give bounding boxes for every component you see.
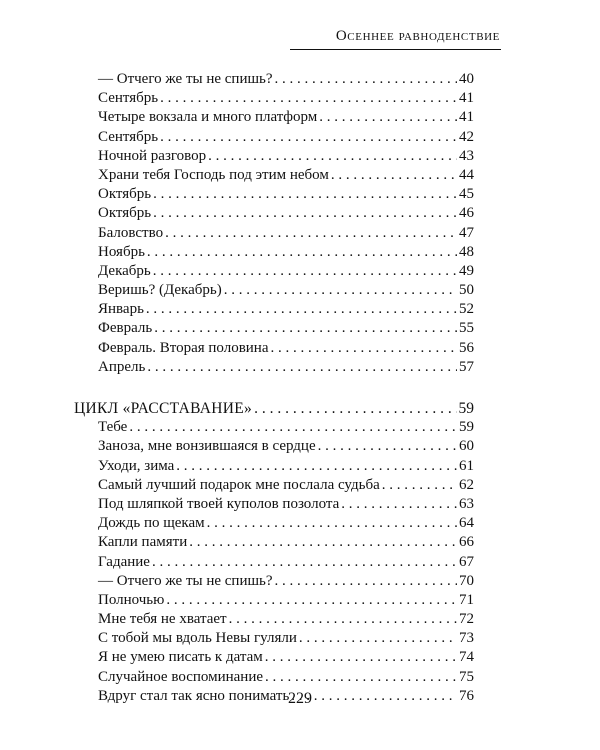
entry-title: Уходи, зима — [98, 457, 175, 474]
toc-entry — [98, 668, 474, 687]
toc-section-heading — [74, 399, 474, 418]
entry-page: 49 — [459, 262, 474, 279]
entry-page: 41 — [459, 109, 474, 126]
leader-dots — [189, 533, 457, 552]
leader-dots — [147, 243, 457, 262]
toc-entry — [98, 243, 474, 262]
entry-page: 42 — [459, 128, 474, 145]
entry-page: 48 — [459, 243, 474, 260]
toc-entry — [98, 553, 474, 572]
leader-dots — [165, 224, 457, 243]
entry-page: 67 — [459, 553, 474, 570]
entry-title: Январь — [98, 301, 144, 318]
toc-entry — [98, 300, 474, 319]
toc-entry — [98, 147, 474, 166]
leader-dots — [331, 166, 457, 185]
entry-page: 46 — [459, 205, 474, 222]
leader-dots — [299, 629, 457, 648]
leader-dots — [271, 339, 458, 358]
section-title: ЦИКЛ «РАССТАВАНИЕ» — [74, 400, 253, 417]
leader-dots — [153, 204, 457, 223]
entry-title: Дождь по щекам — [98, 515, 205, 532]
toc-entry — [98, 358, 474, 377]
entry-title: Тебе — [98, 419, 128, 436]
entry-title: Храни тебя Господь под этим небом — [98, 166, 329, 183]
leader-dots — [382, 476, 457, 495]
entry-title: Ночной разговор — [98, 147, 207, 164]
entry-title: Октябрь — [98, 205, 152, 222]
entry-page: 76 — [459, 687, 474, 704]
leader-dots — [146, 300, 457, 319]
leader-dots — [318, 437, 457, 456]
entry-title: Ноябрь — [98, 243, 145, 260]
toc-entry — [98, 339, 474, 358]
toc-entries-after — [98, 418, 474, 706]
toc-entry — [98, 591, 474, 610]
entry-title: Февраль. Вторая половина — [98, 339, 269, 356]
entry-page: 45 — [459, 186, 474, 203]
section-spacer — [98, 377, 474, 399]
toc-entry — [98, 514, 474, 533]
toc-entry — [98, 476, 474, 495]
leader-dots — [153, 185, 457, 204]
entry-page: 57 — [459, 358, 474, 375]
toc-entry — [98, 108, 474, 127]
leader-dots — [207, 514, 457, 533]
entry-title: Сентябрь — [98, 128, 159, 145]
leader-dots — [229, 610, 457, 629]
entry-title: Капли памяти — [98, 534, 188, 551]
toc-entry — [98, 224, 474, 243]
toc-entries-before — [98, 70, 474, 377]
toc-entry — [98, 533, 474, 552]
entry-title: Под шляпкой твоей куполов позолота — [98, 495, 340, 512]
entry-title: Сентябрь — [98, 90, 159, 107]
entry-page: 72 — [459, 611, 474, 628]
entry-title: Мне тебя не хватает — [98, 611, 227, 628]
entry-page: 41 — [459, 90, 474, 107]
leader-dots — [224, 281, 457, 300]
entry-title: Четыре вокзала и много платформ — [98, 109, 318, 126]
entry-title: Апрель — [98, 358, 146, 375]
leader-dots — [265, 668, 457, 687]
entry-title: Вдруг стал так ясно понимать — [98, 687, 290, 704]
toc-entry — [98, 418, 474, 437]
entry-page: 40 — [459, 71, 474, 87]
leader-dots — [319, 108, 457, 127]
entry-page: 52 — [459, 301, 474, 318]
toc-entry — [98, 629, 474, 648]
leader-dots — [341, 495, 457, 514]
entry-page: 63 — [459, 495, 474, 512]
leader-dots — [275, 572, 457, 591]
entry-page: 59 — [459, 419, 474, 436]
running-header: Осеннее равноденствие — [335, 28, 500, 44]
entry-title: Я не умею писать к датам — [98, 649, 263, 666]
toc-entry — [98, 262, 474, 281]
toc-entry — [98, 89, 474, 108]
toc-entry — [98, 319, 474, 338]
entry-title: Полночью — [98, 591, 165, 608]
entry-title: Декабрь — [98, 262, 151, 279]
leader-dots — [147, 358, 457, 377]
entry-page: 44 — [459, 166, 474, 183]
entry-page: 64 — [459, 515, 474, 532]
leader-dots — [275, 70, 457, 89]
entry-page: 73 — [459, 630, 474, 647]
entry-title: Веришь? (Декабрь) — [98, 282, 222, 299]
entry-title: С тобой мы вдоль Невы гуляли — [98, 630, 297, 647]
entry-page: 70 — [459, 572, 474, 589]
entry-title: Самый лучший подарок мне послала судьба — [98, 476, 380, 493]
entry-page: 43 — [459, 147, 474, 164]
entry-title: — Отчего же ты не спишь? — [98, 572, 273, 589]
toc-entry — [98, 281, 474, 300]
toc-entry — [98, 572, 474, 591]
leader-dots — [160, 128, 457, 147]
page-number: 229 — [288, 690, 312, 707]
leader-dots — [152, 553, 457, 572]
entry-page: 47 — [459, 224, 474, 241]
leader-dots — [265, 648, 457, 667]
entry-title: Гадание — [98, 553, 150, 570]
toc-entry — [98, 185, 474, 204]
entry-page: 62 — [459, 476, 474, 493]
entry-title: Случайное воспоминание — [98, 668, 264, 685]
toc-entry — [98, 457, 474, 476]
toc-entry — [98, 610, 474, 629]
entry-title: Заноза, мне вонзившаяся в сердце — [98, 438, 316, 455]
entry-page: 60 — [459, 438, 474, 455]
entry-title: Октябрь — [98, 186, 152, 203]
entry-title: Баловство — [98, 224, 164, 241]
toc-entry — [98, 648, 474, 667]
toc-entry — [98, 204, 474, 223]
leader-dots — [208, 147, 457, 166]
leader-dots — [154, 319, 457, 338]
leader-dots — [129, 418, 457, 437]
toc-entry — [98, 70, 474, 89]
entry-page: 71 — [459, 591, 474, 608]
entry-page: 74 — [459, 649, 474, 666]
leader-dots — [166, 591, 457, 610]
entry-title: — Отчего же ты не спишь? — [98, 71, 273, 87]
leader-dots — [160, 89, 457, 108]
table-of-contents — [74, 70, 474, 706]
entry-page: 61 — [459, 457, 474, 474]
entry-title: Февраль — [98, 320, 153, 337]
leader-dots — [153, 262, 457, 281]
toc-entry — [98, 495, 474, 514]
leader-dots — [176, 457, 457, 476]
header-rule — [290, 49, 501, 50]
entry-page: 75 — [459, 668, 474, 685]
toc-entry — [98, 437, 474, 456]
toc-entry — [98, 166, 474, 185]
entry-page: 50 — [459, 282, 474, 299]
section-page: 59 — [458, 400, 474, 417]
entry-page: 66 — [459, 534, 474, 551]
entry-page: 55 — [459, 320, 474, 337]
leader-dots — [254, 399, 456, 418]
toc-entry — [98, 128, 474, 147]
entry-page: 56 — [459, 339, 474, 356]
